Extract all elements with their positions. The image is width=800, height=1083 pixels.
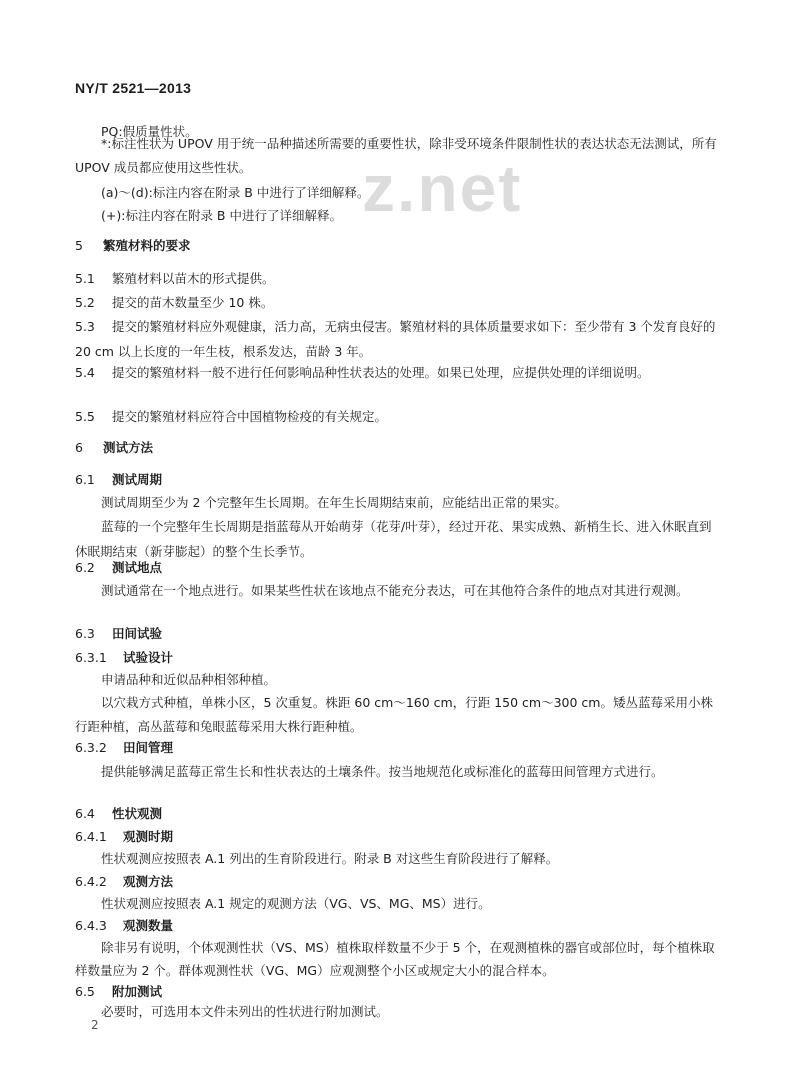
clause-6-4-2-heading — [75, 872, 173, 892]
clause-number: 5.5 — [75, 409, 95, 424]
clause-number: 6.4.2 — [75, 874, 107, 889]
clause-number: 6.3 — [75, 626, 95, 641]
clause-text: 提交的繁殖材料应符合中国植物检疫的有关规定。 — [112, 409, 388, 424]
note-a-d: (a)～(d):标注内容在附录 B 中进行了详细解释。 — [101, 185, 370, 200]
clause-6-2-heading — [75, 558, 162, 578]
clause-title: 性状观测 — [112, 806, 163, 821]
clause-title: 附加测试 — [112, 984, 163, 999]
clause-number: 6.4 — [75, 806, 95, 821]
clause-title: 田间试验 — [112, 626, 163, 641]
clause-number: 6.5 — [75, 984, 95, 999]
clause-title: 观测方法 — [123, 874, 174, 889]
note-upov: *:标注性状为 UPOV 用于统一品种描述所需要的重要性状，除非受环境条件限制性状的表达状态无法测试，所有 UPOV 成员都应使用这些性状。 — [75, 136, 717, 175]
section-6-heading — [75, 438, 153, 458]
clause-5-1 — [75, 266, 720, 291]
clause-number: 6.2 — [75, 560, 95, 575]
clause-5-2 — [75, 290, 720, 315]
clause-6-3-heading — [75, 624, 162, 644]
paragraph: 提供能够满足蓝莓正常生长和性状表达的土壤条件。按当地规范化或标准化的蓝莓田间管理方式进行。 — [101, 764, 664, 779]
clause-title: 观测时期 — [123, 829, 174, 844]
section-number: 6 — [75, 440, 83, 455]
clause-title: 试验设计 — [123, 650, 174, 665]
clause-number: 5.4 — [75, 365, 95, 380]
paragraph: 申请品种和近似品种相邻种植。 — [101, 672, 277, 687]
paragraph: 测试周期至少为 2 个完整年生长周期。在年生长周期结束前，应能结出正常的果实。 — [101, 495, 567, 510]
clause-6-3-2-heading — [75, 738, 173, 758]
paragraph: 以穴栽方式种植，单株小区，5 次重复。株距 60 cm～160 cm，行距 150 cm～300 cm。矮丛蓝莓采用小株行距种植，高丛蓝莓和兔眼蓝莓采用大株行距种植。 — [75, 695, 713, 734]
clause-text: 提交的繁殖材料应外观健康，活力高，无病虫侵害。繁殖材料的具体质量要求如下：至少带有 3 个发育良好的 20 cm 以上长度的一年生枝，根系发达，苗龄 3 年。 — [75, 319, 716, 359]
clause-6-1-heading — [75, 470, 162, 490]
clause-6-4-heading — [75, 804, 162, 824]
paragraph: 蓝莓的一个完整年生长周期是指蓝莓从开始萌芽（花芽/叶芽），经过开花、果实成熟、新梢生长、进入休眠直到休眠期结束（新芽膨起）的整个生长季节。 — [75, 519, 712, 559]
paragraph: 测试通常在一个地点进行。如果某些性状在该地点不能充分表达，可在其他符合条件的地点对其进行观测。 — [101, 583, 689, 598]
clause-number: 6.3.1 — [75, 650, 107, 665]
clause-number: 5.1 — [75, 271, 95, 286]
paragraph: 性状观测应按照表 A.1 列出的生育阶段进行。附录 B 对这些生育阶段进行了解释。 — [101, 851, 559, 866]
clause-title: 田间管理 — [123, 740, 174, 755]
clause-number: 5.2 — [75, 295, 95, 310]
clause-5-5 — [75, 404, 720, 429]
clause-title: 观测数量 — [123, 918, 174, 933]
clause-number: 6.4.1 — [75, 829, 107, 844]
clause-text: 繁殖材料以苗木的形式提供。 — [112, 271, 275, 286]
clause-number: 5.3 — [75, 319, 95, 334]
clause-number: 6.1 — [75, 472, 95, 487]
clause-6-3-1-heading — [75, 648, 173, 668]
section-title: 测试方法 — [103, 440, 154, 455]
paragraph: 性状观测应按照表 A.1 规定的观测方法（VG、VS、MG、MS）进行。 — [101, 896, 491, 911]
section-number: 5 — [75, 238, 83, 253]
paragraph: 除非另有说明，个体观测性状（VS、MS）植株取样数量不少于 5 个，在观测植株的器官或部位时，每个植株取样数量应为 2 个。群体观测性状（VG、MG）应观测整个小区或规定大小的混合样本。 — [75, 940, 715, 978]
clause-6-5-heading — [75, 982, 162, 1002]
clause-5-3 — [75, 314, 720, 364]
clause-number: 6.4.3 — [75, 918, 107, 933]
note-plus: (+):标注内容在附录 B 中进行了详细解释。 — [101, 208, 342, 223]
standard-code: NY/T 2521—2013 — [75, 80, 192, 96]
clause-title: 测试地点 — [112, 560, 163, 575]
clause-title: 测试周期 — [112, 472, 163, 487]
clause-5-4 — [75, 360, 720, 385]
page-number: 2 — [91, 1018, 99, 1032]
section-title: 繁殖材料的要求 — [103, 238, 191, 253]
clause-text: 提交的繁殖材料一般不进行任何影响品种性状表达的处理。如果已处理，应提供处理的详细说明。 — [112, 365, 650, 380]
clause-number: 6.3.2 — [75, 740, 107, 755]
paragraph: 必要时，可选用本文件未列出的性状进行附加测试。 — [101, 1004, 389, 1019]
watermark: z.net — [362, 151, 523, 225]
note-pq: PQ:假质量性状。 — [101, 124, 198, 139]
clause-6-4-3-heading — [75, 916, 173, 936]
section-5-heading — [75, 236, 191, 256]
clause-6-4-1-heading — [75, 827, 173, 847]
clause-text: 提交的苗木数量至少 10 株。 — [112, 295, 274, 310]
